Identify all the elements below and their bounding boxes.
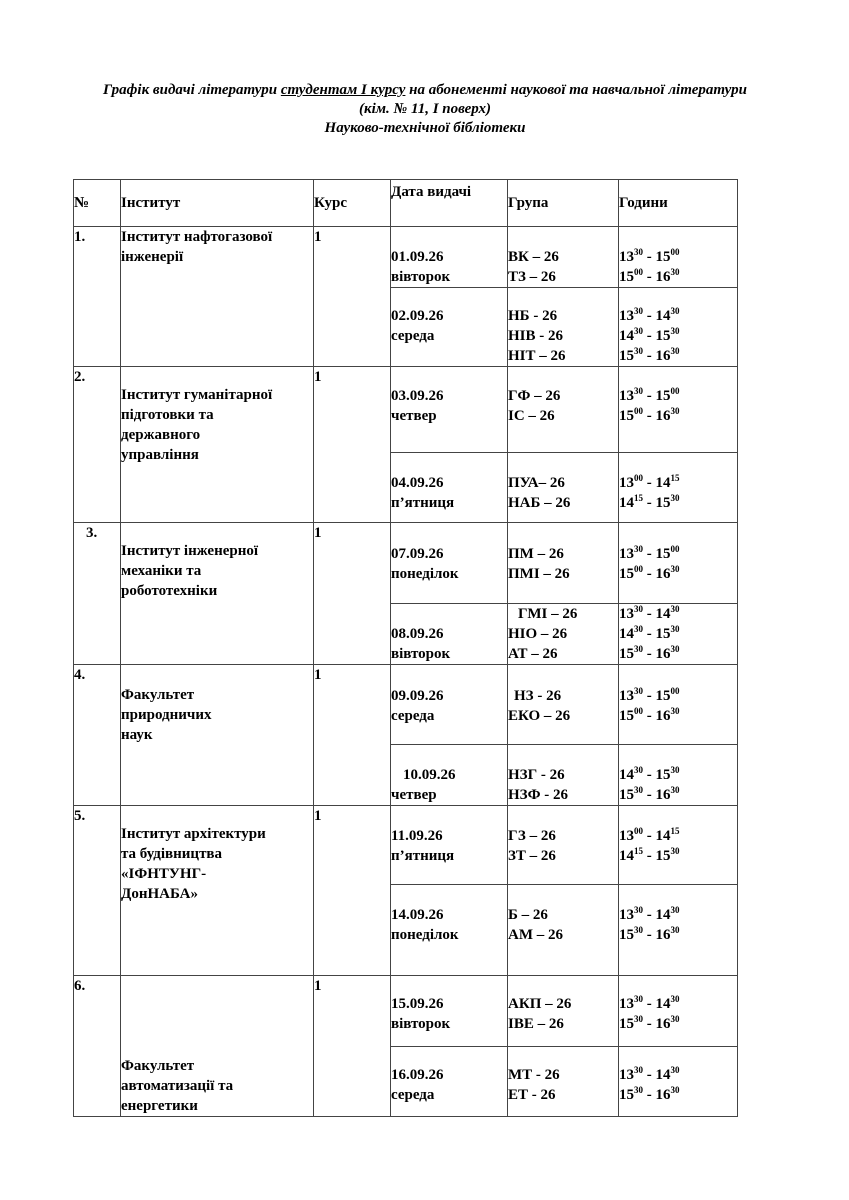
weekday-value: вівторок	[391, 646, 451, 662]
institute-line: управління	[121, 447, 199, 463]
institute-name	[121, 523, 314, 665]
time-range: $15^{00} - 16^{30}$	[619, 267, 680, 285]
time-range: $13^{30} - 15^{00}$	[619, 544, 680, 562]
group-item: ПМ – 26	[508, 546, 564, 562]
institute-line: та будівництва	[121, 846, 223, 862]
weekday-value: середа	[391, 328, 435, 344]
institute-line: державного	[121, 427, 201, 443]
course-value: 1	[314, 665, 391, 806]
hours-list	[619, 288, 738, 367]
date-value: 07.09.26	[391, 546, 444, 562]
issue-date	[391, 976, 508, 1047]
group-list	[508, 665, 619, 745]
time-range: $14^{30} - 15^{30}$	[619, 326, 680, 344]
group-item: ПМІ – 26	[508, 566, 570, 582]
issue-date	[391, 453, 508, 523]
time-range: $13^{30} - 15^{00}$	[619, 386, 680, 404]
group-list	[508, 745, 619, 806]
date-value: 15.09.26	[391, 996, 444, 1012]
date-value: 08.09.26	[391, 626, 444, 642]
row-number: 6.	[74, 976, 121, 1117]
time-range: $15^{00} - 16^{30}$	[619, 564, 680, 582]
group-item: ЕТ - 26	[508, 1086, 556, 1103]
group-item: НЗ - 26	[514, 688, 562, 704]
group-item: НІО – 26	[508, 626, 568, 642]
title-line-1: Графік видачі літератури студентам І курсу на абонементі наукової та навчальної літератури	[103, 82, 747, 98]
issue-date	[391, 745, 508, 806]
course-value: 1	[314, 976, 391, 1117]
weekday-value: п’ятниця	[391, 848, 455, 864]
institute-line: «ІФНТУНГ-	[121, 866, 207, 882]
issue-date	[391, 227, 508, 288]
time-range: $13^{30} - 15^{00}$	[619, 686, 680, 704]
group-list	[508, 806, 619, 885]
table-row	[74, 227, 738, 288]
time-range: $13^{30} - 15^{00}$	[619, 247, 680, 265]
group-item: ГФ – 26	[508, 388, 561, 404]
institute-line: ДонНАБА»	[121, 886, 199, 902]
group-item: ТЗ – 26	[508, 269, 556, 285]
hours-list	[619, 227, 738, 288]
date-value: 11.09.26	[391, 828, 443, 844]
time-range: $13^{30} - 14^{30}$	[619, 905, 680, 923]
table-header-row	[74, 180, 738, 227]
date-value: 02.09.26	[391, 308, 444, 324]
group-item: МТ - 26	[508, 1066, 560, 1083]
header-course: Курс	[314, 180, 391, 227]
issue-date	[391, 806, 508, 885]
institute-line: природничих	[121, 707, 212, 723]
institute-line: Інститут архітектури	[121, 826, 266, 842]
group-list	[508, 523, 619, 604]
weekday-value: четвер	[391, 787, 437, 803]
time-range: $15^{30} - 16^{30}$	[619, 925, 680, 943]
time-range: $15^{30} - 16^{30}$	[619, 644, 680, 662]
header-institute: Інститут	[121, 180, 314, 227]
weekday-value: понеділок	[391, 927, 459, 943]
weekday-value: середа	[391, 1086, 435, 1103]
hours-list	[619, 367, 738, 453]
institute-line: Факультет	[121, 1058, 195, 1074]
table-row	[74, 523, 738, 604]
hours-list	[619, 745, 738, 806]
weekday-value: середа	[391, 708, 435, 724]
row-number: 3.	[74, 523, 121, 665]
course-value: 1	[314, 367, 391, 523]
row-number: 1.	[74, 227, 121, 367]
institute-name	[121, 665, 314, 806]
date-value: 03.09.26	[391, 388, 444, 404]
date-value: 16.09.26	[391, 1066, 444, 1083]
date-value: 04.09.26	[391, 475, 444, 491]
header-hours: Години	[619, 180, 738, 227]
title-line-3: Науково-технічної бібліотеки	[324, 120, 526, 136]
schedule-table	[73, 179, 738, 1117]
institute-line: наук	[121, 727, 153, 743]
time-range: $15^{30} - 16^{30}$	[619, 1084, 680, 1103]
header-num: №	[74, 180, 121, 227]
issue-date	[391, 604, 508, 665]
group-item: ІС – 26	[508, 408, 555, 424]
table-row	[74, 976, 738, 1047]
date-value: 01.09.26	[391, 249, 444, 265]
weekday-value: п’ятниця	[391, 495, 455, 511]
title-line-2: (кім. № 11, І поверх)	[359, 101, 491, 117]
institute-line: Інститут інженерної	[121, 543, 259, 559]
group-item: АТ – 26	[508, 646, 558, 662]
weekday-value: вівторок	[391, 269, 451, 285]
hours-list	[619, 523, 738, 604]
institute-name	[121, 227, 314, 367]
group-item: АКП – 26	[508, 996, 572, 1012]
time-range: $13^{30} - 14^{30}$	[619, 1064, 680, 1083]
row-number: 5.	[74, 806, 121, 976]
date-value: 10.09.26	[403, 767, 456, 783]
group-item: ЗТ – 26	[508, 848, 556, 864]
institute-line: енергетики	[121, 1098, 198, 1114]
group-list	[508, 1046, 619, 1117]
hours-list	[619, 453, 738, 523]
hours-list	[619, 806, 738, 885]
time-range: $13^{00} - 14^{15}$	[619, 473, 680, 491]
group-list	[508, 885, 619, 976]
group-item: НЗГ - 26	[508, 767, 565, 783]
institute-name	[121, 806, 314, 976]
title-underlined: студентам І курсу	[280, 82, 406, 98]
weekday-value: понеділок	[391, 566, 459, 582]
group-item: ІВЕ – 26	[508, 1016, 564, 1032]
institute-name	[121, 976, 314, 1117]
group-item: НАБ – 26	[508, 495, 571, 511]
group-list	[508, 288, 619, 367]
issue-date	[391, 665, 508, 745]
table-row	[74, 665, 738, 745]
date-value: 14.09.26	[391, 907, 444, 923]
time-range: $14^{15} - 15^{30}$	[619, 846, 680, 864]
document-title	[90, 81, 760, 138]
institute-line: підготовки та	[121, 407, 214, 423]
group-item: ГМІ – 26	[518, 606, 578, 622]
issue-date	[391, 1046, 508, 1117]
time-range: $14^{15} - 15^{30}$	[619, 493, 680, 511]
time-range: $15^{00} - 16^{30}$	[619, 706, 680, 724]
institute-line: інженерії	[121, 249, 184, 265]
institute-line: автоматизації та	[121, 1078, 234, 1094]
time-range: $14^{30} - 15^{30}$	[619, 765, 680, 783]
group-item: ЕКО – 26	[508, 708, 571, 724]
hours-list	[619, 604, 738, 665]
group-list	[508, 367, 619, 453]
group-item: НІВ - 26	[508, 328, 564, 344]
time-range: $15^{30} - 16^{30}$	[619, 346, 680, 364]
time-range: $15^{00} - 16^{30}$	[619, 406, 680, 424]
time-range: $13^{00} - 14^{15}$	[619, 826, 680, 844]
group-item: ГЗ – 26	[508, 828, 556, 844]
group-list	[508, 604, 619, 665]
institute-name	[121, 367, 314, 523]
header-group: Група	[508, 180, 619, 227]
time-range: $15^{30} - 16^{30}$	[619, 1014, 680, 1032]
table-row	[74, 367, 738, 453]
time-range: $13^{30} - 14^{30}$	[619, 604, 680, 622]
row-number: 4.	[74, 665, 121, 806]
hours-list	[619, 1046, 738, 1117]
group-list	[508, 453, 619, 523]
course-value: 1	[314, 806, 391, 976]
date-value: 09.09.26	[391, 688, 444, 704]
group-item: Б – 26	[508, 907, 548, 923]
row-number: 2.	[74, 367, 121, 523]
time-range: $15^{30} - 16^{30}$	[619, 785, 680, 803]
group-item: НЗФ - 26	[508, 787, 568, 803]
institute-line: механіки та	[121, 563, 202, 579]
issue-date	[391, 288, 508, 367]
institute-line: Факультет	[121, 687, 195, 703]
time-range: $13^{30} - 14^{30}$	[619, 306, 680, 324]
group-list	[508, 976, 619, 1047]
course-value: 1	[314, 227, 391, 367]
institute-line: Інститут гуманітарної	[121, 387, 273, 403]
hours-list	[619, 976, 738, 1047]
time-range: $13^{30} - 14^{30}$	[619, 994, 680, 1012]
course-value: 1	[314, 523, 391, 665]
table-row	[74, 806, 738, 885]
time-range: $14^{30} - 15^{30}$	[619, 624, 680, 642]
group-item: НБ - 26	[508, 308, 558, 324]
group-item: ВК – 26	[508, 249, 559, 265]
group-item: АМ – 26	[508, 927, 563, 943]
institute-line: Інститут нафтогазової	[121, 229, 273, 245]
header-date: Дата видачі	[391, 180, 508, 227]
weekday-value: вівторок	[391, 1016, 451, 1032]
group-item: НІТ – 26	[508, 348, 566, 364]
issue-date	[391, 523, 508, 604]
group-item: ПУА– 26	[508, 475, 565, 491]
institute-line: робототехніки	[121, 583, 218, 599]
issue-date	[391, 885, 508, 976]
hours-list	[619, 665, 738, 745]
weekday-value: четвер	[391, 408, 437, 424]
issue-date	[391, 367, 508, 453]
hours-list	[619, 885, 738, 976]
group-list	[508, 227, 619, 288]
